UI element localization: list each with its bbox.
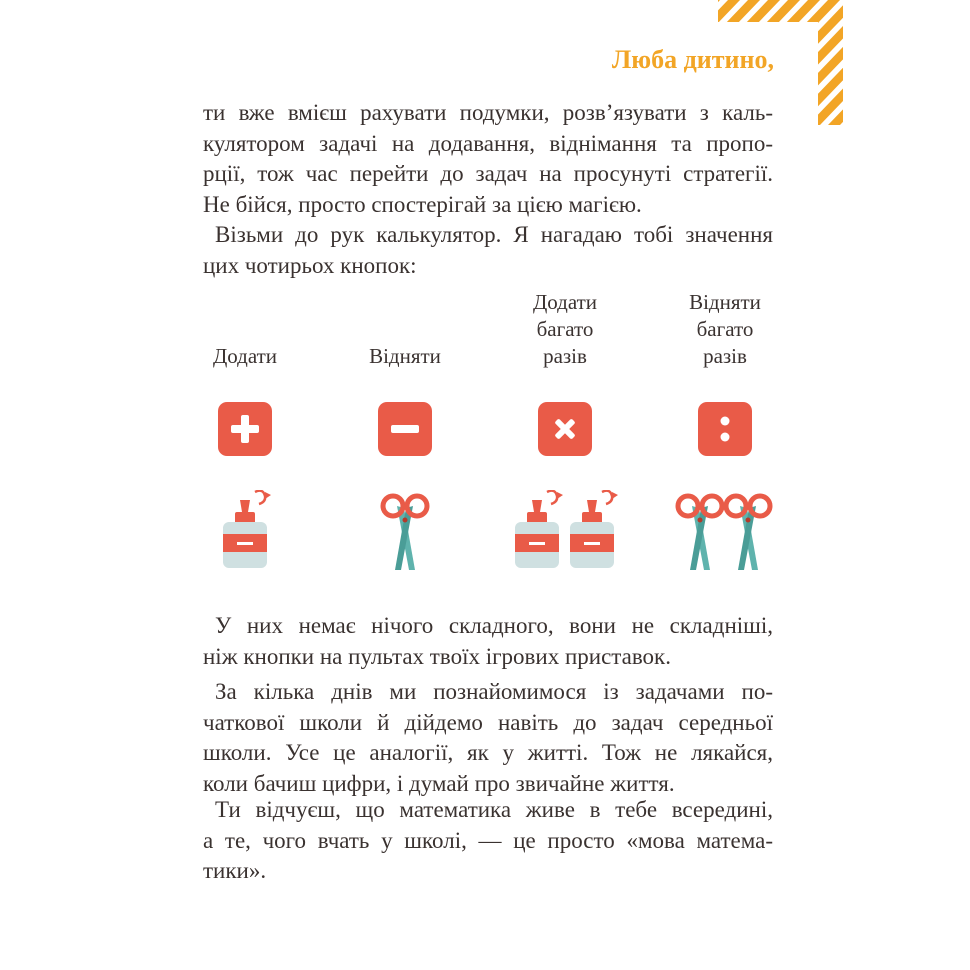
schedule-paragraph <box>203 677 773 799</box>
text-line: рції, тож час перейти до задач на просунуті стратегії. <box>203 161 773 186</box>
text-line: цих чотирьох кнопок: <box>203 252 417 278</box>
op-label-line: Відняти <box>689 290 761 314</box>
op-label-add <box>170 290 320 370</box>
op-label-line: Додати <box>212 344 278 368</box>
comparison-paragraph <box>203 611 773 672</box>
text-line: У них немає нічого складного, вони не складніші, <box>215 613 773 638</box>
text-line: школи. Усе це аналогії, як у житті. Тож не лякайся, <box>203 740 773 765</box>
scissors-icon <box>383 496 427 570</box>
plus-icon <box>218 402 272 456</box>
text-line: Візьми до рук калькулятор. Я нагадаю тобі значення <box>215 222 773 247</box>
text-line: ніж кнопки на пультах твоїх ігрових приставок. <box>203 643 671 669</box>
scissors-icon <box>678 496 722 570</box>
divide-icon <box>698 402 752 456</box>
text-line: Не бійся, просто спостерігай за цією магією. <box>203 191 642 217</box>
text-line: чаткової школи й дійдемо навіть до задач середньої <box>203 709 773 735</box>
op-label-line: Додати <box>532 290 598 314</box>
text-line: ти вже вмієш рахувати подумки, розв’язувати з каль- <box>203 100 773 125</box>
op-label-line: багато <box>536 317 594 341</box>
op-label-subtract <box>330 290 480 370</box>
greeting-heading: Люба дитино, <box>611 45 774 74</box>
intro-paragraph <box>203 98 773 220</box>
text-line: кулятором задачі на додавання, віднімання та пропо- <box>203 130 773 156</box>
op-label-line: разів <box>703 344 747 368</box>
calculator-paragraph <box>203 220 773 281</box>
text-line: а те, чого вчать у школі, — це просто «мова матема- <box>203 827 773 853</box>
op-label-line: Відняти <box>369 344 441 368</box>
multiply-icon <box>538 402 592 456</box>
op-label-divide <box>650 290 800 370</box>
scissors-icon <box>726 496 770 570</box>
glue-bottle-icon <box>515 491 563 568</box>
minus-icon <box>378 402 432 456</box>
op-label-multiply <box>490 290 640 370</box>
glue-bottle-icon <box>223 491 271 568</box>
text-line: Ти відчуєш, що математика живе в тебе всередині, <box>215 797 773 822</box>
op-label-line: разів <box>543 344 587 368</box>
text-line: тики». <box>203 858 267 883</box>
op-label-line: багато <box>696 317 754 341</box>
glue-bottle-icon <box>570 491 618 568</box>
text-line: За кілька днів ми познайомимося із задачами по- <box>215 679 773 704</box>
illustrations-row <box>0 490 970 600</box>
closing-paragraph <box>203 795 773 887</box>
text-line: коли бачиш цифри, і думай про звичайне життя. <box>203 770 675 796</box>
